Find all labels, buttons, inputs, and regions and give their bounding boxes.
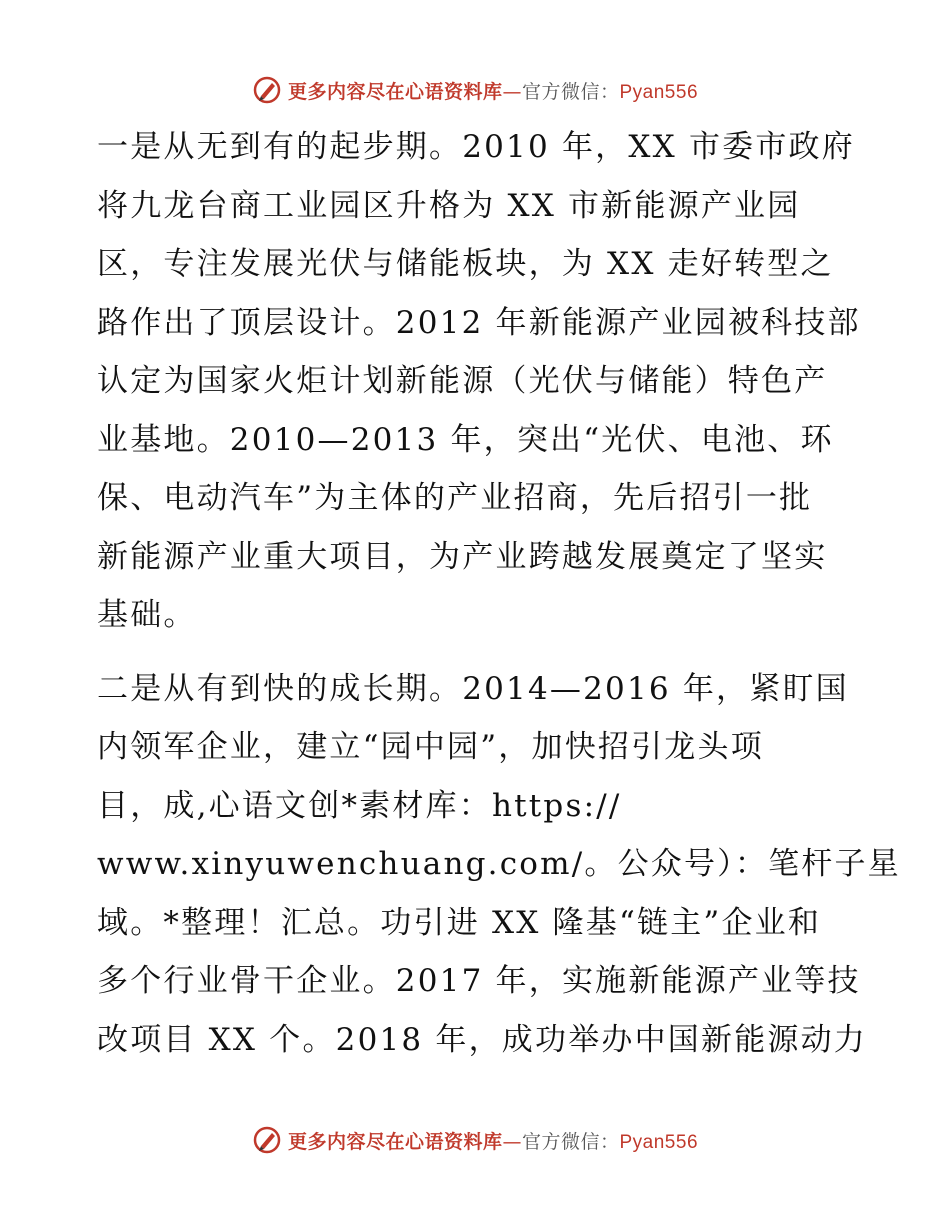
watermark-separator: — bbox=[502, 80, 522, 103]
text-line: 目，成,心语文创*素材库：https:// bbox=[97, 787, 622, 824]
text-line: 改项目 XX 个。2018 年，成功举办中国新能源动力 bbox=[97, 1021, 867, 1058]
text-line: 多个行业骨干企业。2017 年，实施新能源产业等技 bbox=[97, 963, 861, 999]
watermark-brand: 更多内容尽在心语资料库 bbox=[287, 80, 503, 103]
watermark-official-label: 官方微信： bbox=[521, 80, 620, 103]
text-line: 新能源产业重大项目，为产业跨越发展奠定了坚实 bbox=[97, 538, 828, 575]
watermark-text bbox=[288, 1127, 698, 1154]
text-line: 将九龙台商工业园区升格为 XX 市新能源产业园 bbox=[97, 187, 801, 224]
watermark-account: Pyan556 bbox=[619, 81, 699, 103]
text-line: 路作出了顶层设计。2012 年新能源产业园被科技部 bbox=[97, 304, 861, 341]
header-watermark bbox=[0, 70, 950, 110]
text-line: 认定为国家火炬计划新能源（光伏与储能）特色产 bbox=[97, 363, 828, 399]
text-line: 二是从有到快的成长期。2014—2016 年，紧盯国 bbox=[97, 670, 849, 707]
watermark-text bbox=[288, 77, 698, 104]
watermark-official-label: 官方微信： bbox=[521, 1130, 620, 1153]
text-line: 基础。 bbox=[97, 597, 197, 633]
text-line: 域。*整理！汇总。功引进 XX 隆基“链主”企业和 bbox=[97, 904, 822, 941]
text-line: 一是从无到有的起步期。2010 年，XX 市委市政府 bbox=[97, 129, 855, 165]
text-line: 业基地。2010—2013 年，突出“光伏、电池、环 bbox=[97, 421, 834, 458]
footer-watermark bbox=[0, 1120, 950, 1160]
paragraph-startup-period bbox=[97, 118, 867, 645]
text-line: 内领军企业，建立“园中园”，加快招引龙头项 bbox=[97, 729, 764, 765]
text-line: 保、电动汽车”为主体的产业招商，先后招引一批 bbox=[97, 480, 813, 516]
pen-logo-icon bbox=[252, 75, 282, 105]
pen-logo-icon bbox=[252, 1125, 282, 1155]
paragraph-growth-period bbox=[97, 660, 901, 1070]
watermark-account: Pyan556 bbox=[619, 1131, 699, 1153]
watermark-separator: — bbox=[502, 1130, 522, 1153]
watermark-brand: 更多内容尽在心语资料库 bbox=[287, 1130, 503, 1153]
text-line: 区，专注发展光伏与储能板块，为 XX 走好转型之 bbox=[97, 246, 834, 282]
text-line: www.xinyuwenchuang.com/。公众号）：笔杆子星 bbox=[97, 846, 901, 882]
document-body bbox=[97, 118, 901, 1069]
